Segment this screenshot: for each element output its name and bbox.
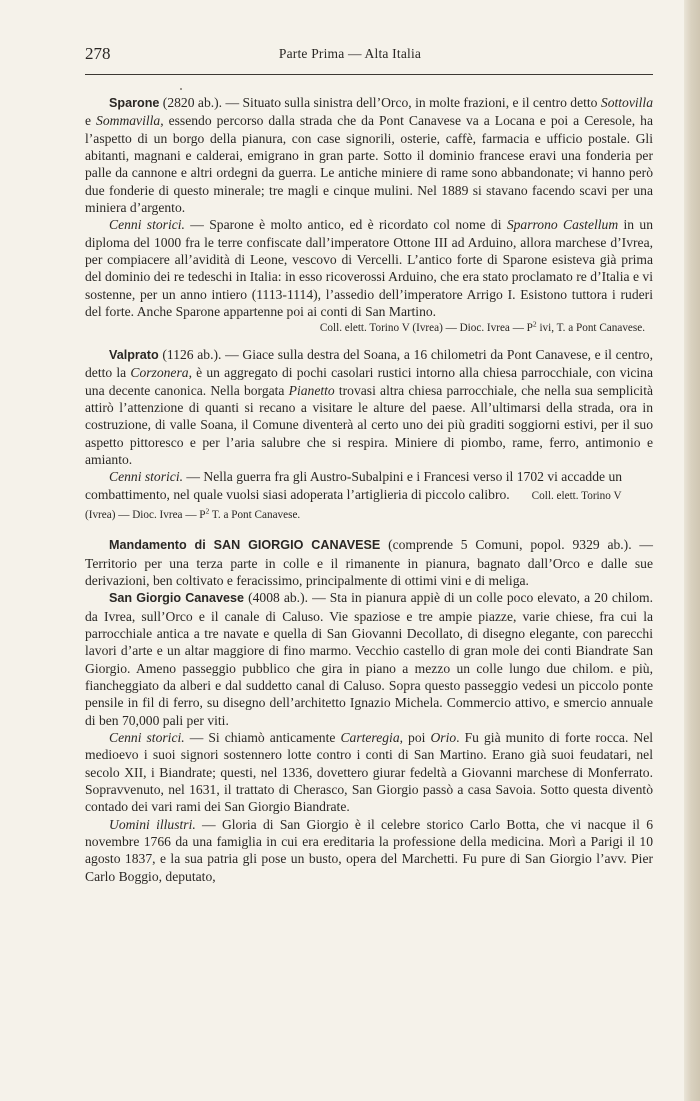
running-title: Parte Prima — Alta Italia xyxy=(278,46,422,61)
entry-mandamento: Mandamento di SAN GIORGIO CANAVESE (comprende 5 Comuni, popol. 9329 ab.). — Territorio per una terza parte in colle e il rimanente in pianura, bagnato dall’Orco e dalle sue derivazioni, ben coltivato e feracissimo, principalmente di ottimi vini e di meliga. xyxy=(85,537,653,588)
section-label: Cenni storici. xyxy=(109,730,185,746)
entry-valprato: Valprato (1126 ab.). — Giace sulla destra del Soana, a 16 chilometri da Pont Canavese, e il centro, detto la Corzonera, è un aggregato di pochi casolari rustici intorno alla chiesa parrocchiale, con vicina una decente canonica. Nella borgata Pianetto trovasi altra chiesa parrocchiale, che nella sua semplicità attirò l’attenzione di quanti si recano a visitare le alture del paese. All’ultimarsi della strada, ora in costruzione, di valle Soana, il Comune diventerà al certo uno dei più graditi soggiorni estivi, per il suo aspetto pittoresco e per l’aria salubre che si respira. Miniere di piombo, rame, ferro, antimonio e amianto. xyxy=(85,346,653,467)
entry-heading: San Giorgio Canavese xyxy=(109,591,245,606)
section-label: Cenni storici. xyxy=(109,217,185,233)
valprato-footnote: Coll. elett. Torino V (Ivrea) — Dioc. Ivrea — $P^2$ T. a Pont Canavese. xyxy=(85,489,622,521)
section-label: Uomini illustri. xyxy=(109,816,196,832)
san-giorgio-notable-people: Uomini illustri. — Gloria di San Giorgio è il celebre storico Carlo Botta, che vi nacque il 6 novembre 1766 da una famiglia in cui era ereditaria la professione della medicina. Morì a Parigi il 10 agosto 1837, e la sua patria gli pose un busto, opera del Marchetti. Fu pure di San Giorgio l’avv. Pier Carlo Boggio, deputato, xyxy=(85,816,653,884)
entry-heading: Valprato xyxy=(109,347,159,362)
entry-heading: Sparone xyxy=(109,96,160,110)
entry-sparone: Sparone (2820 ab.). — Situato sulla sinistra dell’Orco, in molte frazioni, e il centro detto Sottovilla e Sommavilla, essendo percorso dalla strada che da Pont Canavese va a Locana e poi a Ceresole, ha l’aspetto di un borgo della pianura, con case signorili, osterie, caffè, farmacia e ufficio postale. Gli abitanti, magnani e calderai, emigrano in gran parte. Sotto il dominio francese eravi una fonderia per palle da cannone e altri ordegni da guerra. Le antiche miniere di rame sono abbandonate; vi hanno però due fonderie di questo minerale; tre magli e cinque mulini. Nel 1889 si stavano facendo scavi per una miniera d’argento. xyxy=(85,95,653,216)
page-header xyxy=(0,44,700,68)
entry-san-giorgio: San Giorgio Canavese (4008 ab.). — Sta in pianura appiè di un colle poco elevato, a 20 chilom. da Ivrea, sull’Orco e il canale di Caluso. Vie spaziose e tre ampie piazze, varie chiese, fra cui la parrocchiale antica a tre navate e quella di San Giovanni Decollato, di disegno elegante, con parecchi lavori d’arte e un altar maggiore di fino marmo. Vecchio castello di gran mole dei conti Biandrate San Giorgio. Ameno passeggio pubblico che gira in piano a mezzo un colle lungo due chilom. e più, fiancheggiato da alberi e dal suddetto canal di Caluso. Sopra questo passeggio vedesi un piccolo ponte pensile in fil di ferro, su disegno dell’architetto Ignazio Michela. Commercio attivo, e smercio annuale di ben 70,000 pali per viti. xyxy=(85,590,653,728)
entry-heading: Mandamento di SAN GIORGIO CANAVESE xyxy=(109,538,381,553)
san-giorgio-history: Cenni storici. — Si chiamò anticamente Carteregia, poi Orio. Fu già munito di forte rocca. Nel medioevo i suoi signori sostennero lotte contro i conti di San Martino. Erano già suoi feudatari, nel secolo XII, i Biandrate; questi, nel 1336, dovettero giurar fedeltà a Giovanni marchese di Monferrato. Sopravvenuto, nel 1631, il trattato di Cherasco, San Giorgio passò a casa Savoia. Sotto questa diventò contado dei vari rami dei San Giorgio Biandrate. xyxy=(85,730,654,815)
page-body xyxy=(85,94,653,885)
sparone-history: Cenni storici. — Sparone è molto antico, ed è ricordato col nome di Sparrono Castellum in un diploma del 1000 fra le terre confiscate dall’imperatore Ottone III ad Arduino, allora marchese d’Ivrea, per compiacere all’avidità di Leone, vescovo di Vercelli. L’antico forte di Sparone esisteva già prima del dominio dei re tedeschi in Italia: in esso ricoverossi Arduino, che era stato proclamato re d’Italia e vi sostenne, per un anno intiero (1113-1114), l’assedio dell’imperatore Arrigo I. Esistono tuttora i ruderi del forte. Anche Sparone appartenne poi ai conti di San Martino. xyxy=(85,217,653,320)
page-edge-shadow xyxy=(684,0,700,1101)
page-number: 278 xyxy=(85,44,111,63)
section-label: Cenni storici. xyxy=(109,469,184,485)
header-rule xyxy=(85,74,653,75)
ink-speck xyxy=(180,88,182,90)
valprato-history: Cenni storici. — Nella guerra fra gli Austro-Subalpini e i Francesi verso il 1702 vi accadde un combattimento, nel quale vuolsi siasi adoperata l’artiglieria di piccolo calibro. Coll. elett. Torino V (Ivrea) — Dioc. Ivrea — $P^2$ T. a Pont Canavese. xyxy=(85,469,623,521)
sparone-footnote: Coll. elett. Torino V (Ivrea) — Dioc. Ivrea — $P^2$ ivi, T. a Pont Canavese. xyxy=(319,319,645,335)
